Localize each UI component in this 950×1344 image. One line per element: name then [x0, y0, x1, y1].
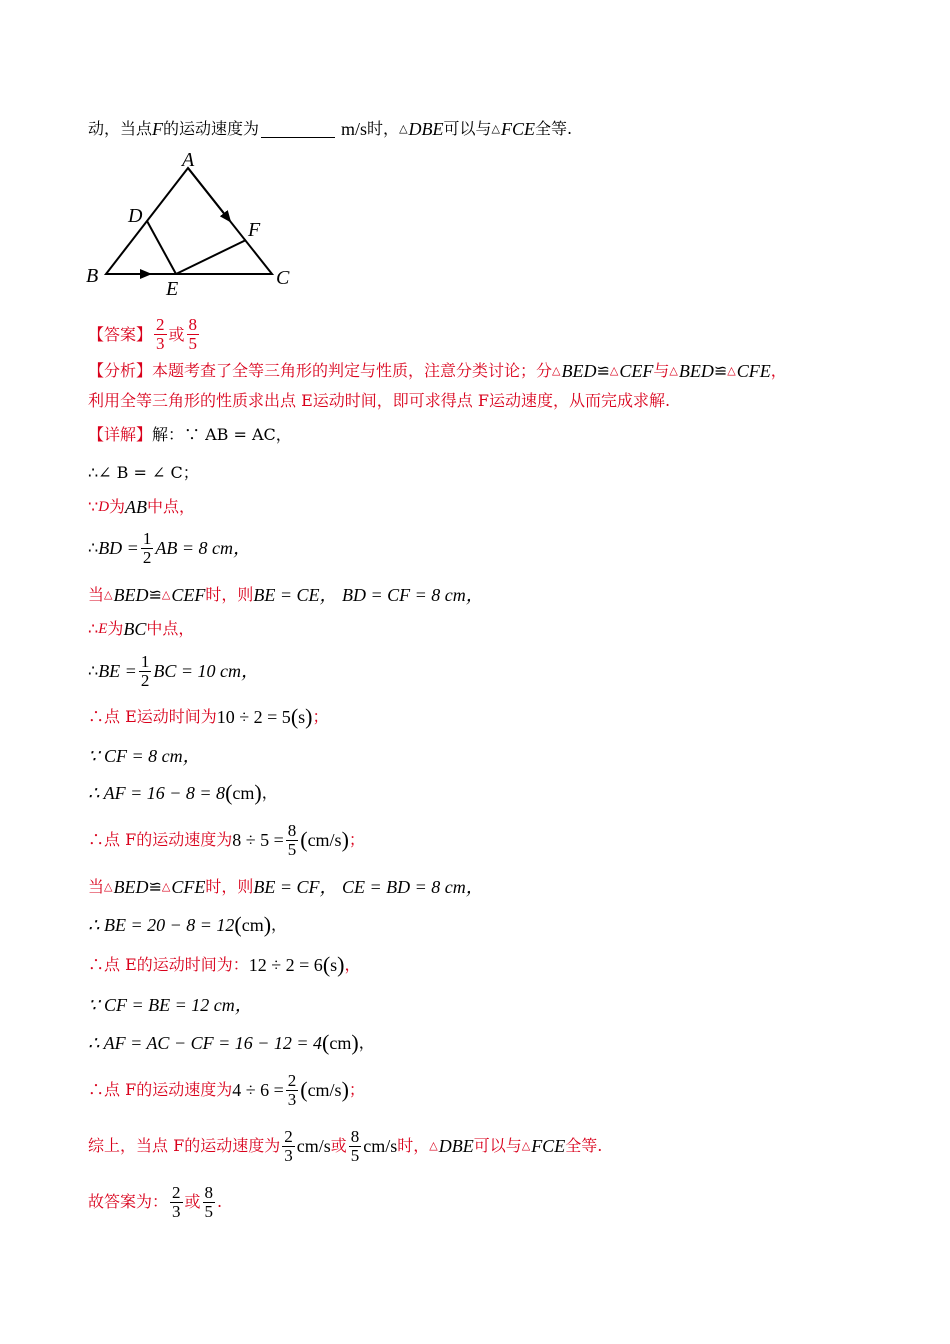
point-f-label: F — [152, 119, 164, 139]
text: ∴点 F的运动速度为 — [88, 830, 233, 849]
text: ∴点 F的运动速度为 — [88, 1080, 233, 1099]
text: 为 — [107, 619, 124, 638]
denominator: 5 — [287, 839, 297, 859]
numerator: 8 — [188, 315, 198, 334]
numerator: 2 — [287, 1070, 297, 1090]
math: 4 ÷ 6 = — [232, 1080, 284, 1100]
answer-tag: 【答案】 — [88, 324, 153, 344]
fraction — [286, 822, 299, 859]
text: . — [217, 1192, 223, 1211]
detail-line-4 — [88, 584, 484, 606]
paren-close: ) — [341, 827, 349, 852]
unit: s — [298, 707, 306, 727]
unit: cm/s — [363, 1136, 398, 1156]
numerator: 2 — [172, 1182, 181, 1202]
paren-open: ( — [300, 1077, 308, 1102]
math: ∵ CF = BE = 12 cm， — [88, 995, 253, 1015]
denominator: 2 — [142, 547, 152, 567]
math: 12 ÷ 2 = 6 — [248, 955, 323, 975]
paren-close: ) — [341, 1077, 349, 1102]
question-text: 全等. — [535, 119, 573, 138]
detail-line-10 — [88, 818, 365, 862]
denominator: 5 — [204, 1201, 214, 1221]
text: ， — [344, 955, 361, 974]
numerator: 1 — [142, 528, 152, 548]
detail-line-12 — [88, 914, 287, 936]
triangle-icon: △ — [727, 364, 736, 377]
triangle-icon: △ — [104, 588, 113, 601]
detail-line-14 — [88, 994, 253, 1016]
triangle-name: FCE — [501, 119, 536, 139]
unit: cm — [241, 915, 264, 935]
denominator: 3 — [156, 334, 165, 353]
paren-open: ( — [290, 704, 299, 729]
label-a: A — [182, 149, 195, 171]
paren-close: ) — [254, 780, 262, 805]
or-text: 或 — [184, 1192, 201, 1211]
text: 当 — [88, 877, 105, 896]
paren-close: ) — [305, 704, 313, 729]
triangle-name: BED — [678, 361, 714, 381]
numerator: 8 — [287, 820, 297, 840]
math: ∵ CF = 8 cm， — [88, 746, 201, 766]
fraction — [349, 1128, 362, 1165]
label-b: B — [86, 265, 99, 287]
text: 全等. — [565, 1136, 603, 1155]
denominator: 2 — [140, 670, 150, 690]
triangle-icon: △ — [399, 122, 408, 135]
text: ； — [348, 830, 365, 849]
analysis-text: 本题考查了全等三角形的判定与性质，注意分类讨论；分 — [152, 361, 553, 380]
segment-ef — [176, 240, 246, 274]
question-text: 的运动速度为 — [163, 119, 260, 138]
analysis-line-2: 利用全等三角形的性质求出点 E运动时间，即可求得点 F运动速度，从而完成求解. — [88, 391, 671, 410]
math: AB = 8 cm， — [155, 538, 251, 558]
congruent-symbol: ≌ — [713, 361, 728, 380]
triangle-name: CFE — [736, 361, 771, 381]
detail-line-1: ∴∠ B = ∠ C； — [88, 463, 199, 482]
label-e: E — [166, 278, 179, 300]
math: BD = — [98, 538, 139, 558]
unit-label: m/s — [341, 119, 368, 139]
detail-line-2 — [88, 496, 195, 518]
paren-close: ) — [351, 1030, 359, 1055]
text: 时，则 — [205, 585, 254, 604]
and-text: 与 — [653, 361, 670, 380]
fraction — [282, 1128, 295, 1165]
math: ∴ AF = 16 − 8 = 8 — [88, 783, 226, 803]
question-text: 可以与 — [443, 119, 492, 138]
math: ∴ BE = 20 − 8 = 12 — [88, 915, 235, 935]
detail-tag: 【详解】 — [88, 425, 153, 444]
or-text: 或 — [330, 1136, 347, 1155]
triangle-figure — [84, 148, 304, 300]
fraction — [203, 1184, 216, 1221]
text: 可以与 — [473, 1136, 522, 1155]
analysis-tag: 【分析】 — [88, 361, 153, 380]
punctuation: ， — [770, 361, 787, 380]
triangle-icon: △ — [429, 1139, 438, 1152]
fraction — [286, 1072, 299, 1109]
math: BE = — [98, 661, 137, 681]
detail-text: 解：∵ AB = AC， — [152, 425, 292, 444]
text: 为 — [109, 497, 126, 516]
triangle-icon: △ — [669, 364, 678, 377]
triangle-name: CEF — [171, 585, 206, 605]
math: BC = 10 cm， — [153, 661, 259, 681]
text: ， — [271, 915, 288, 934]
text: ∴ — [88, 661, 99, 680]
fraction — [139, 653, 152, 690]
segment-ab: AB — [125, 497, 148, 517]
numerator: 8 — [350, 1126, 360, 1146]
text: 中点， — [147, 497, 196, 516]
fraction — [141, 530, 154, 567]
math: 10 ÷ 2 = 5 — [216, 707, 291, 727]
unit: cm/s — [307, 1080, 342, 1100]
math: ∴ AF = AC − CF = 16 − 12 = 4 — [88, 1033, 323, 1053]
fraction — [170, 1184, 183, 1221]
math: BE = CF， CE = BD = 8 cm， — [253, 877, 484, 897]
text: 当 — [88, 585, 105, 604]
label-c: C — [276, 267, 290, 289]
detail-line-0 — [88, 424, 292, 446]
congruent-symbol: ≌ — [148, 585, 162, 604]
detail-line-6 — [88, 650, 259, 692]
paren-close: ) — [337, 952, 345, 977]
answer-blank — [261, 121, 335, 138]
triangle-name: BED — [113, 585, 149, 605]
text: ， — [261, 783, 278, 802]
triangle-name: FCE — [531, 1136, 566, 1156]
paren-close: ) — [263, 912, 272, 937]
question-text: 动，当点 — [88, 119, 153, 138]
detail-line-3 — [88, 527, 251, 569]
detail-line-15 — [88, 1032, 375, 1054]
text: ； — [312, 707, 329, 726]
unit: cm — [329, 1033, 352, 1053]
text: 故答案为： — [88, 1192, 169, 1211]
detail-line-13 — [88, 954, 361, 976]
detail-line-18 — [88, 1180, 222, 1224]
or-text: 或 — [168, 324, 185, 344]
paren-open: ( — [322, 1030, 330, 1055]
unit: cm — [232, 783, 255, 803]
question-line — [88, 118, 572, 140]
numerator: 1 — [140, 651, 150, 671]
congruent-symbol: ≌ — [148, 877, 162, 896]
triangle-icon: △ — [161, 880, 171, 893]
paren-open: ( — [322, 952, 331, 977]
fraction — [154, 316, 167, 353]
detail-line-7 — [88, 706, 329, 728]
paren-open: ( — [300, 827, 308, 852]
triangle-name: BED — [113, 877, 149, 897]
detail-line-9 — [88, 782, 278, 804]
triangle-name: CEF — [619, 361, 654, 381]
text: ∴点 E运动时间为 — [88, 707, 217, 726]
paren-open: ( — [234, 912, 242, 937]
label-d: D — [128, 205, 143, 227]
numerator: 2 — [156, 315, 165, 334]
triangle-name: DBE — [408, 119, 444, 139]
segment-bc: BC — [123, 619, 147, 639]
detail-line-16 — [88, 1068, 365, 1112]
denominator: 5 — [350, 1145, 360, 1165]
triangle-name: DBE — [438, 1136, 474, 1156]
unit: cm/s — [307, 830, 342, 850]
analysis-line-1 — [88, 360, 787, 382]
denominator: 3 — [287, 1089, 297, 1109]
math: 8 ÷ 5 = — [232, 830, 284, 850]
text: ∴点 E的运动时间为： — [88, 955, 249, 974]
detail-line-11 — [88, 876, 484, 898]
triangle-icon: △ — [161, 588, 171, 601]
detail-line-17 — [88, 1124, 602, 1168]
text: 综上，当点 F的运动速度为 — [88, 1136, 281, 1155]
text: ∵ — [88, 497, 99, 516]
question-text: 时， — [367, 119, 400, 138]
denominator: 3 — [284, 1145, 293, 1165]
triangle-icon: △ — [609, 364, 619, 377]
text: 中点， — [146, 619, 195, 638]
triangle-name: BED — [561, 361, 597, 381]
text: 时，则 — [205, 877, 254, 896]
text: ∴ — [88, 619, 99, 638]
text: ∴ — [88, 538, 99, 557]
numerator: 8 — [204, 1182, 214, 1202]
point-e: E — [98, 621, 108, 637]
point-d: D — [98, 499, 110, 515]
triangle-icon: △ — [491, 122, 501, 135]
detail-line-5 — [88, 618, 194, 640]
arrow-af — [188, 168, 230, 221]
unit: cm/s — [296, 1136, 331, 1156]
label-f: F — [248, 219, 261, 241]
triangle-name: CFE — [171, 877, 206, 897]
unit: s — [330, 955, 338, 975]
text: 时， — [397, 1136, 430, 1155]
paren-open: ( — [225, 780, 233, 805]
math: BE = CE， BD = CF = 8 cm， — [253, 585, 484, 605]
answer-line — [88, 316, 201, 353]
text: ； — [348, 1080, 365, 1099]
segment-de — [147, 221, 176, 274]
triangle-icon: △ — [104, 880, 113, 893]
text: ， — [358, 1033, 375, 1052]
fraction — [187, 316, 200, 353]
congruent-symbol: ≌ — [596, 361, 610, 380]
detail-line-8 — [88, 745, 201, 767]
triangle-icon: △ — [521, 1139, 531, 1152]
numerator: 2 — [284, 1126, 293, 1146]
triangle-icon: △ — [552, 364, 561, 377]
denominator: 5 — [188, 334, 198, 353]
denominator: 3 — [172, 1201, 181, 1221]
